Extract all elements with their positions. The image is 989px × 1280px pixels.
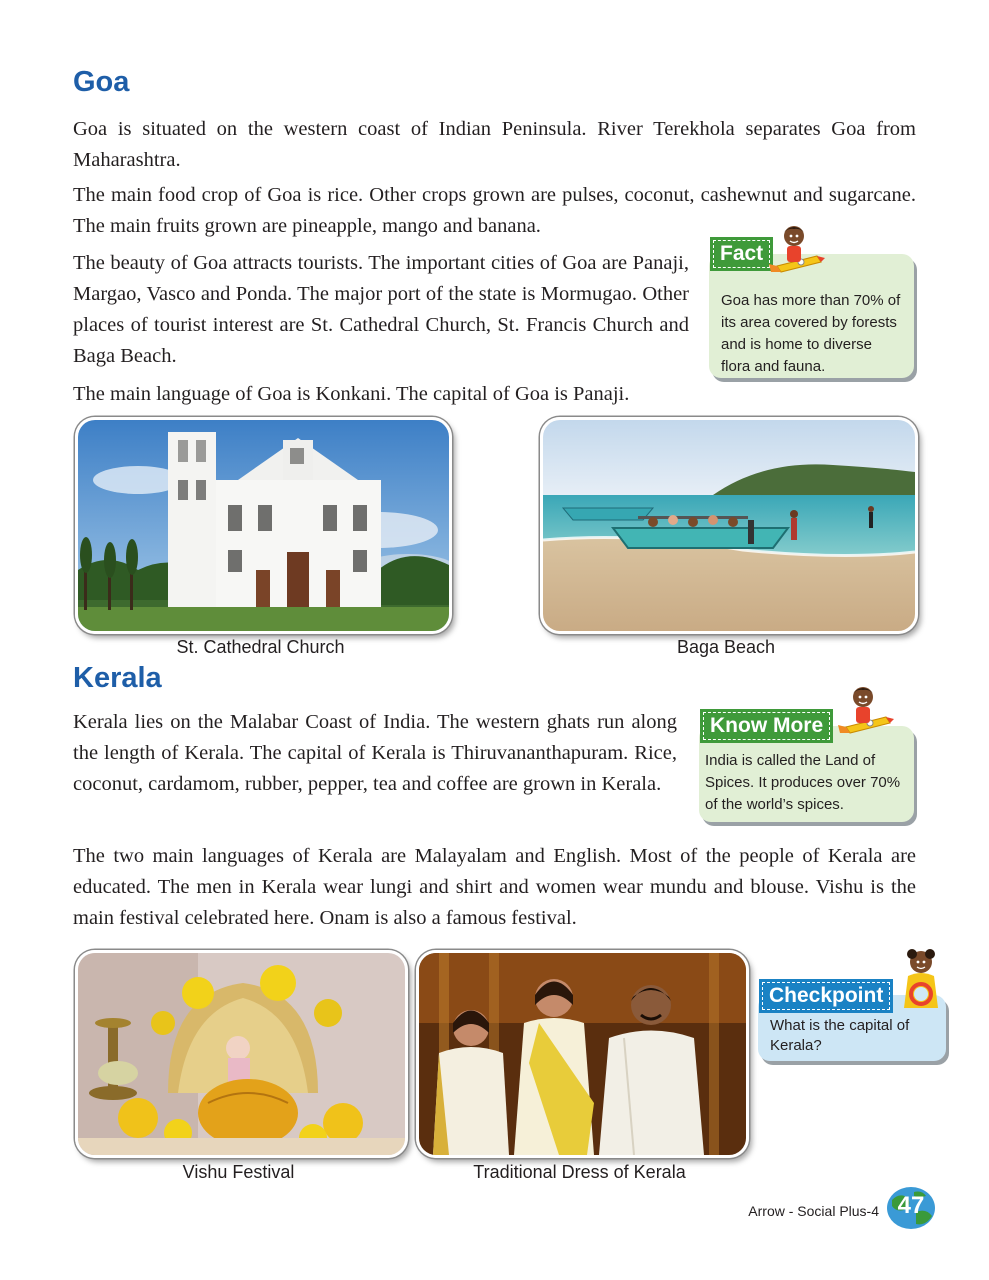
- st-cathedral-church-photo: [75, 417, 452, 634]
- boy-on-rocket-icon: [838, 683, 898, 739]
- caption-st-cathedral-church: St. Cathedral Church: [176, 637, 345, 657]
- section-heading-kerala: Kerala: [73, 662, 162, 694]
- section-heading-goa: Goa: [73, 66, 130, 98]
- vishu-festival-photo: [75, 950, 408, 1158]
- traditional-dress-of-kerala-photo: [416, 950, 749, 1158]
- checkpoint-box-text: What is the capital of Kerala?: [770, 1017, 910, 1054]
- goa-paragraph-crops: The main food crop of Goa is rice. Other crops grown are pulses, coconut, cashewnut and sugarcane. The main fruits grown are pineapple, mango and banana.: [73, 184, 916, 237]
- fact-box-text: Goa has more than 70% of its area covered by forests and is home to diverse flora and fauna.: [721, 292, 901, 375]
- know-more-box: [699, 714, 914, 822]
- kerala-paragraph-geography: Kerala lies on the Malabar Coast of India. The western ghats run along the length of Kerala. The capital of Kerala is Thiruvananthapuram. Rice, coconut, cardamom, rubber, pepper, tea and coffee are grown in Kerala.: [73, 711, 677, 795]
- know-more-box-text: India is called the Land of Spices. It produces over 70% of the world’s spices.: [705, 752, 901, 813]
- goa-paragraph-language: The main language of Goa is Konkani. The capital of Goa is Panaji.: [73, 383, 630, 405]
- know-more-box-title: Know More: [703, 712, 830, 740]
- baga-beach-photo: [540, 417, 918, 634]
- boy-on-rocket-icon: [765, 222, 825, 278]
- fact-box-title: Fact: [713, 240, 770, 268]
- caption-traditional-dress-of-kerala: Traditional Dress of Kerala: [473, 1162, 686, 1182]
- page-number-badge: [886, 1186, 936, 1230]
- girl-with-magnifier-icon: [898, 948, 944, 1012]
- checkpoint-box-title: Checkpoint: [762, 982, 890, 1010]
- page-number: 47: [897, 1192, 925, 1219]
- caption-vishu-festival: Vishu Festival: [182, 1162, 295, 1182]
- kerala-paragraph-culture: The two main languages of Kerala are Malayalam and English. Most of the people of Kerala are educated. The men in Kerala wear lungi and shirt and women wear mundu and blouse. Vishu is the main festival celebrated here. Onam is also a famous festival.: [73, 845, 916, 929]
- caption-baga-beach: Baga Beach: [676, 637, 776, 657]
- goa-paragraph-location: Goa is situated on the western coast of Indian Peninsula. River Terekhola separates Goa from Maharashtra.: [73, 118, 916, 171]
- book-title: Arrow - Social Plus-4: [748, 1203, 879, 1219]
- goa-paragraph-tourism: The beauty of Goa attracts tourists. The important cities of Goa are Panaji, Margao, Vasco and Ponda. The major port of the state is Mormugao. Other places of tourist interest are St. Cathedral Church, St. Francis Church and Baga Beach.: [73, 252, 689, 367]
